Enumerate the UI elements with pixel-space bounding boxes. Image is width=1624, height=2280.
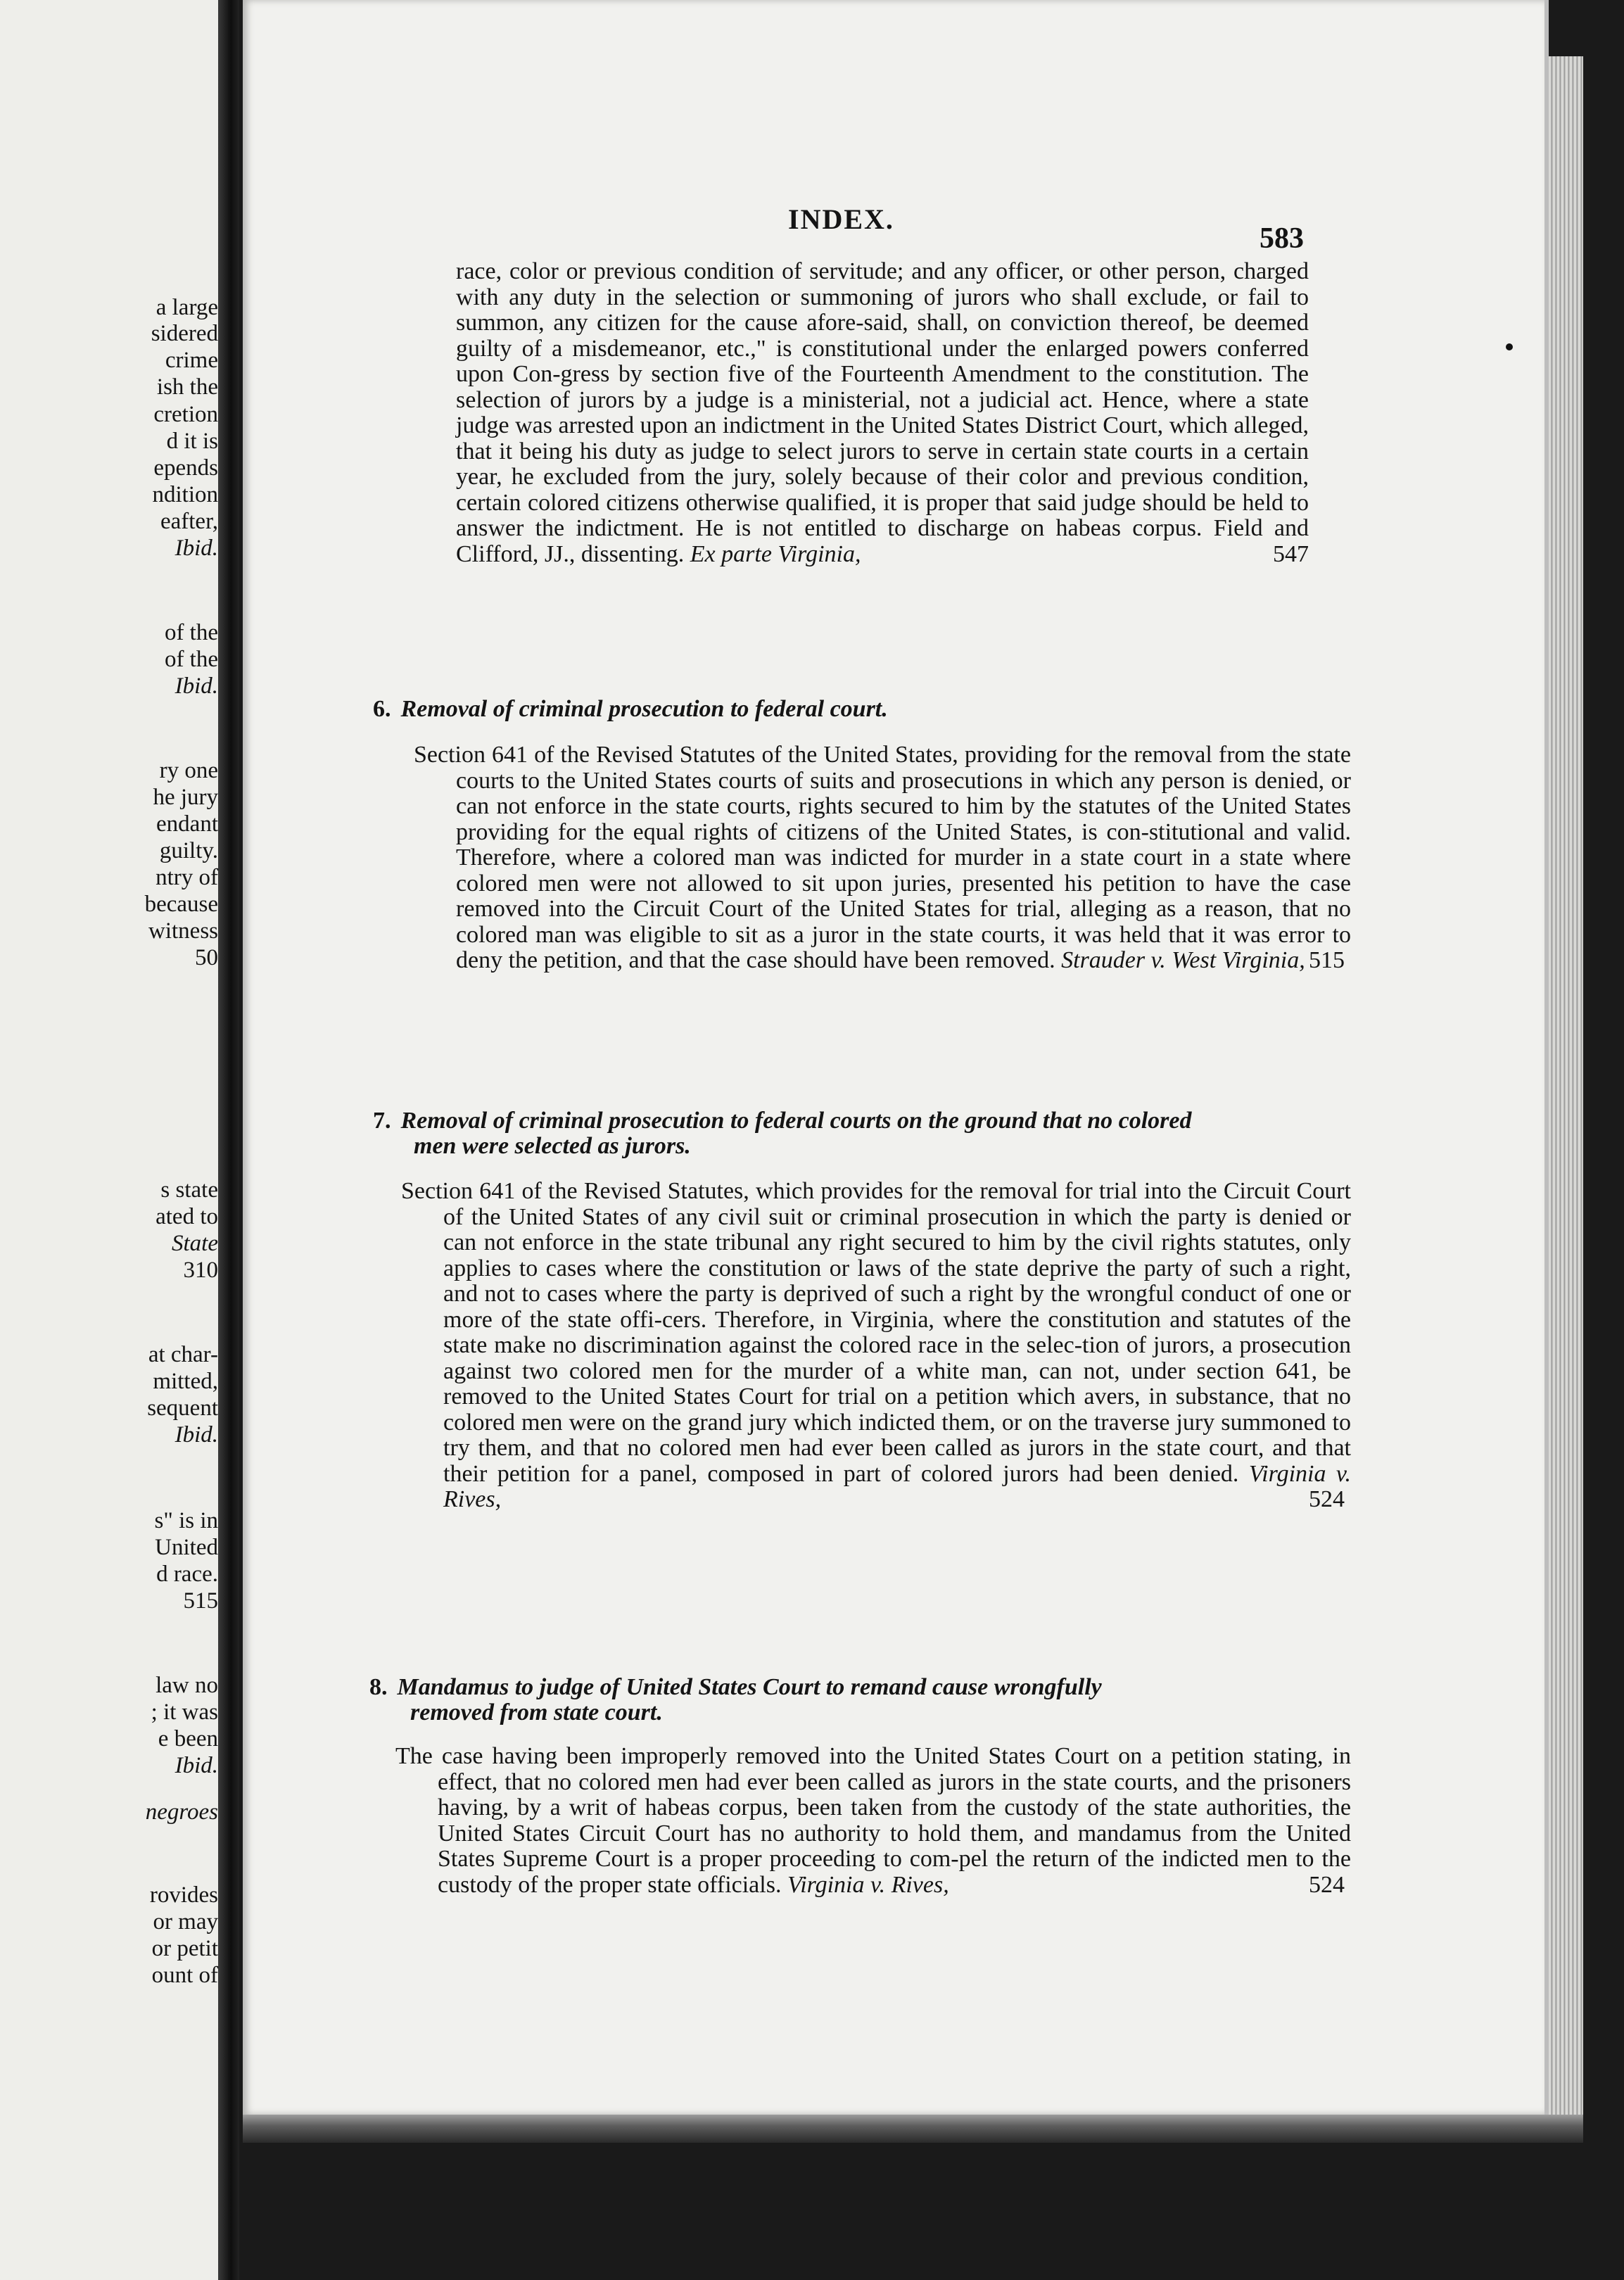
left-page-text-fragment: s state	[160, 1177, 218, 1203]
left-page-text-fragment: or petit	[151, 1936, 218, 1961]
continuation-page-ref: 547	[1273, 540, 1309, 567]
left-page-text-fragment: because	[144, 892, 218, 917]
left-page-text-fragment: endant	[156, 811, 218, 837]
entry-heading-continuation: men were selected as jurors.	[414, 1133, 691, 1159]
left-page-text-fragment: ated to	[156, 1204, 218, 1229]
entry-body: Section 641 of the Revised Statutes, which provides for the removal for trial into the Circuit Court of the United States of any civil suit or criminal prosecution in which the party is denied or can not enforce in the state tribunal any right secured to him by the civil rights statutes, only applies to cases where the constitution or laws of the state deprive the party of such a right, and not to cases where the party is deprived of such a right by the wrongful conduct of one or more of the state offi-cers. Therefore, in Virginia, where the constitution and statutes of the state make no discrimination against the colored race in the selec-tion of jurors, a prosecution against two colored men for the murder of a white man, can not, under section 641, be removed to the United States Court for trial on a petition which avers, in substance, that no colored men were on the grand jury which indicted them, or on the traverse jury summoned to try them, and that no colored men had ever been called as jurors in the state court, and that their petition for a panel, composed in part of colored jurors had been denied. Virginia v. Rives, 524	[401, 1178, 1352, 1512]
continuation-entry	[456, 259, 1309, 567]
left-page-text-fragment: sequent	[147, 1395, 218, 1421]
left-page-text-fragment: a large	[156, 295, 218, 320]
left-page-text-fragment: guilty.	[159, 838, 218, 863]
left-page-text-fragment: 515	[183, 1588, 218, 1614]
left-page-text-fragment: s" is in	[154, 1508, 218, 1533]
left-page-text-fragment: ; it was	[151, 1699, 218, 1725]
entry-citation: Strauder v. West Virginia,	[1061, 947, 1305, 973]
ink-speck	[1506, 343, 1513, 350]
entry-citation: Virginia v. Rives,	[787, 1871, 949, 1898]
left-page-text-fragment: ount of	[151, 1963, 218, 1988]
entry-heading-continuation: removed from state court.	[410, 1699, 663, 1725]
left-page-text-fragment: or may	[153, 1909, 218, 1934]
entry-heading	[369, 1675, 1309, 1725]
left-page-text-fragment: Ibid.	[175, 1422, 218, 1448]
page-number: 583	[1260, 222, 1304, 255]
entry-heading-text: Removal of criminal prosecution to federal court.	[400, 696, 888, 722]
book-bottom-edge	[243, 2115, 1583, 2143]
entry-body: Section 641 of the Revised Statutes of the United States, providing for the removal from the state courts to the United States courts of suits and prosecutions in which any person is denied, or can not enforce in the state courts, rights secured to him by the statutes of the United States providing for the equal rights of citizens of the United States, is con-stitutional and valid. Therefore, where a colored man was indicted for murder in a state court in a state where colored men were not allowed to sit upon juries, presented his petition to have the case removed into the Circuit Court of the United States for trial, alleging as a reason, that no colored man was eligible to sit as a juror in the state courts, it was held that it was error to deny the petition, and that the case should have been removed. Strauder v. West Virginia, 515	[414, 742, 1351, 973]
entry-number: 7.	[373, 1108, 391, 1134]
left-page-text-fragment: negroes	[145, 1799, 218, 1825]
left-page-text-fragment: 50	[195, 945, 218, 970]
page-title: INDEX.	[788, 203, 894, 235]
entry-heading-text: Removal of criminal prosecution to federal courts on the ground that no colored	[400, 1108, 1192, 1134]
entry-text: The case having been improperly removed into the United States Court on a petition stating, in effect, that no colored men had ever been called as jurors in the state courts, and the prisoners having, by a writ of habeas corpus, been taken from the custody of the state authorities, the United States Circuit Court has no authority to hold them, and mandamus from the United States Supreme Court is a proper proceeding to com-pel the return of the indicted men to the custody of the proper state officials.	[395, 1743, 1351, 1898]
entry-heading	[373, 697, 1309, 722]
left-page-text-fragment: epends	[153, 455, 218, 481]
left-page-text-fragment: sidered	[151, 321, 218, 346]
entry-heading	[373, 1108, 1309, 1159]
left-page-text-fragment: ry one	[159, 758, 218, 783]
entry-number: 8.	[369, 1674, 388, 1700]
entry-number: 6.	[373, 696, 391, 722]
left-page-text-fragment: Ibid.	[175, 536, 218, 561]
page-edges	[1544, 56, 1583, 2139]
left-page-text-fragment: eafter,	[160, 509, 218, 534]
left-page-text-fragment: d it is	[166, 429, 218, 454]
left-page-text-fragment: at char-	[148, 1342, 218, 1367]
left-page-text-fragment: cretion	[153, 402, 218, 427]
left-page-text-fragment: ntry of	[156, 865, 218, 890]
continuation-citation: Ex parte Virginia,	[690, 540, 861, 567]
left-page-text-fragment: Ibid.	[175, 1753, 218, 1778]
continuation-text: race, color or previous condition of servitude; and any officer, or other person, charged with any duty in the selection or summoning of jurors who shall exclude, or fail to summon, any citizen for the cause afore-said, shall, on conviction thereof, be deemed guilty of a misdemeanor, etc.," is constitutional under the enlarged powers conferred upon Con-gress by section five of the Fourteenth Amendment to the constitution. The selection of jurors by a judge is a ministerial, not a judicial act. Hence, where a state judge was arrested upon an indictment in the United States District Court, which alleged, that it being his duty as judge to select jurors to serve in certain state courts in a certain year, he excluded from the jury, solely because of their color and previous condition, certain colored citizens otherwise qualified, it is proper that said judge should be held to answer the indictment. He is not entitled to discharge on habeas corpus. Field and Clifford, JJ., dissenting.	[456, 258, 1309, 567]
left-page-text-fragment: rovides	[149, 1882, 218, 1908]
left-page-text-fragment: d race.	[156, 1562, 218, 1587]
left-page-text-fragment: e been	[158, 1726, 218, 1752]
left-page-text-fragment: law no	[156, 1673, 218, 1698]
left-page-text-fragment: State	[172, 1231, 218, 1256]
left-page-text-fragment: he jury	[153, 785, 218, 810]
book-gutter	[218, 0, 239, 2280]
entry-text: Section 641 of the Revised Statutes of the United States, providing for the removal from the state courts to the United States courts of suits and prosecutions in which any person is denied, or can not enforce in the state courts, rights secured to him by the statutes of the United States providing for the equal rights of citizens of the United States, is con-stitutional and valid. Therefore, where a colored man was indicted for murder in a state court in a state where colored men were not allowed to sit upon juries, presented his petition to have the case removed into the Circuit Court of the United States for trial, alleging as a reason, that no colored man was eligible to sit as a juror in the state courts, it was held that it was error to deny the petition, and that the case should have been removed.	[414, 742, 1351, 973]
left-facing-page	[0, 0, 218, 2280]
entry-text: Section 641 of the Revised Statutes, which provides for the removal for trial into the Circuit Court of the United States of any civil suit or criminal prosecution in which the party is denied or can not enforce in the state tribunal any right secured to him by the civil rights statutes, only applies to cases where the constitution or laws of the state deprive the party of such a right, and not to cases where the party is deprived of such a right by the wrongful conduct of one or more of the state offi-cers. Therefore, in Virginia, where the constitution and statutes of the state make no discrimination against the colored race in the selec-tion of jurors, a prosecution against two colored men for the murder of a white man, can not, under section 641, be removed to the United States Court for trial on a petition which avers, in substance, that no colored men were on the grand jury which indicted them, or on the traverse jury summoned to try them, and that no colored men had ever been called as jurors in the state court, and that their petition for a panel, composed in part of colored jurors had been denied.	[401, 1178, 1351, 1487]
left-page-text-fragment: crime	[165, 348, 218, 373]
entry-body: The case having been improperly removed into the United States Court on a petition stating, in effect, that no colored men had ever been called as jurors in the state courts, and the prisoners having, by a writ of habeas corpus, been taken from the custody of the state authorities, the United States Circuit Court has no authority to hold them, and mandamus from the United States Supreme Court is a proper proceeding to com-pel the return of the indicted men to the custody of the proper state officials. Virginia v. Rives, 524	[395, 1743, 1351, 1898]
left-page-text-fragment: mitted,	[153, 1369, 218, 1394]
left-page-text-fragment: ndition	[152, 482, 218, 507]
left-page-text-fragment: United	[155, 1535, 218, 1560]
left-page-text-fragment: of the	[164, 620, 218, 645]
left-page-text-fragment: of the	[164, 647, 218, 672]
entry-citation: Virginia v. Rives,	[443, 1460, 1352, 1512]
left-page-text-fragment: 310	[183, 1258, 218, 1283]
entry-heading-text: Mandamus to judge of United States Court to remand cause wrongfully	[397, 1674, 1102, 1700]
left-page-text-fragment: ish the	[156, 374, 218, 400]
left-page-text-fragment: Ibid.	[175, 673, 218, 699]
left-page-text-fragment: witness	[148, 918, 218, 944]
